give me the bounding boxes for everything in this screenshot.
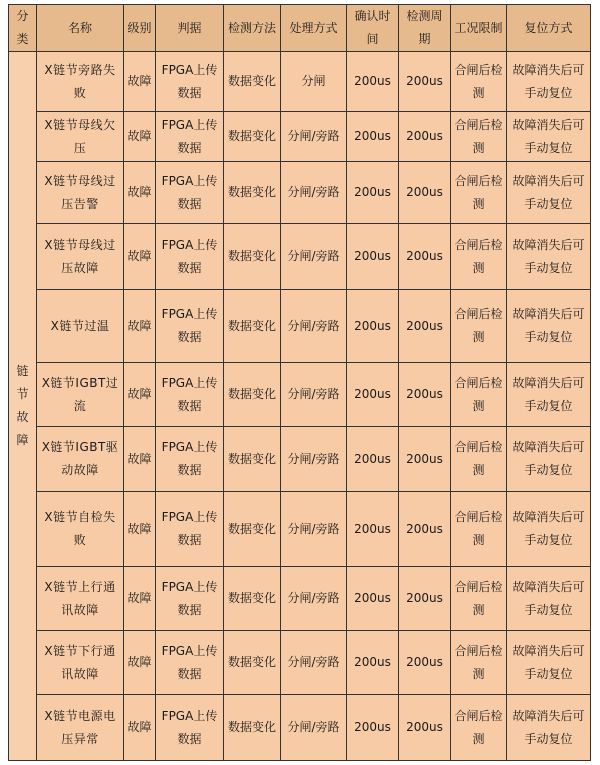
table-row xyxy=(9,567,591,631)
table-row xyxy=(9,52,591,112)
header-reset-method: 复位方式 xyxy=(507,5,591,52)
fault-limit: 合闸后检测 xyxy=(451,52,507,112)
fault-reset: 故障消失后可手动复位 xyxy=(507,427,591,492)
fault-name: X链节母线欠压 xyxy=(37,112,124,162)
fault-confirm: 200us xyxy=(347,492,399,567)
fault-period: 200us xyxy=(399,52,451,112)
table-row xyxy=(9,290,591,363)
fault-reset: 故障消失后可手动复位 xyxy=(507,363,591,427)
fault-limit: 合闸后检测 xyxy=(451,427,507,492)
header-detect-method: 检测方法 xyxy=(224,5,281,52)
fault-name: X链节IGBT驱动故障 xyxy=(37,427,124,492)
header-handling: 处理方式 xyxy=(281,5,347,52)
fault-criterion: FPGA上传数据 xyxy=(156,567,224,631)
fault-handling: 分闸/旁路 xyxy=(281,162,347,224)
category-cell: 链节故障 xyxy=(9,52,37,761)
fault-criterion: FPGA上传数据 xyxy=(156,492,224,567)
header-confirm-time: 确认时间 xyxy=(347,5,399,52)
table-row xyxy=(9,492,591,567)
fault-handling: 分闸/旁路 xyxy=(281,290,347,363)
fault-method: 数据变化 xyxy=(224,631,281,695)
fault-limit: 合闸后检测 xyxy=(451,224,507,290)
header-category: 分类 xyxy=(9,5,37,52)
table-row xyxy=(9,224,591,290)
fault-period: 200us xyxy=(399,224,451,290)
fault-reset: 故障消失后可手动复位 xyxy=(507,52,591,112)
fault-period: 200us xyxy=(399,363,451,427)
fault-handling: 分闸/旁路 xyxy=(281,492,347,567)
fault-handling: 分闸/旁路 xyxy=(281,427,347,492)
table-row xyxy=(9,112,591,162)
header-condition-limit: 工况限制 xyxy=(451,5,507,52)
fault-method: 数据变化 xyxy=(224,112,281,162)
fault-name: X链节上行通讯故障 xyxy=(37,567,124,631)
fault-handling: 分闸/旁路 xyxy=(281,695,347,761)
fault-name: X链节过温 xyxy=(37,290,124,363)
header-level: 级别 xyxy=(124,5,156,52)
fault-method: 数据变化 xyxy=(224,363,281,427)
fault-method: 数据变化 xyxy=(224,290,281,363)
fault-level: 故障 xyxy=(124,52,156,112)
fault-method: 数据变化 xyxy=(224,695,281,761)
fault-name: X链节下行通讯故障 xyxy=(37,631,124,695)
fault-confirm: 200us xyxy=(347,427,399,492)
header-name: 名称 xyxy=(37,5,124,52)
fault-criterion: FPGA上传数据 xyxy=(156,290,224,363)
fault-criterion: FPGA上传数据 xyxy=(156,52,224,112)
fault-period: 200us xyxy=(399,492,451,567)
fault-period: 200us xyxy=(399,631,451,695)
fault-period: 200us xyxy=(399,112,451,162)
fault-confirm: 200us xyxy=(347,162,399,224)
fault-limit: 合闸后检测 xyxy=(451,290,507,363)
fault-handling: 分闸/旁路 xyxy=(281,631,347,695)
fault-handling: 分闸/旁路 xyxy=(281,224,347,290)
fault-reset: 故障消失后可手动复位 xyxy=(507,631,591,695)
fault-reset: 故障消失后可手动复位 xyxy=(507,224,591,290)
fault-reset: 故障消失后可手动复位 xyxy=(507,567,591,631)
header-detect-period: 检测周期 xyxy=(399,5,451,52)
fault-level: 故障 xyxy=(124,631,156,695)
table-row xyxy=(9,631,591,695)
fault-criterion: FPGA上传数据 xyxy=(156,112,224,162)
fault-limit: 合闸后检测 xyxy=(451,695,507,761)
fault-confirm: 200us xyxy=(347,631,399,695)
fault-method: 数据变化 xyxy=(224,52,281,112)
fault-limit: 合闸后检测 xyxy=(451,492,507,567)
fault-level: 故障 xyxy=(124,112,156,162)
fault-period: 200us xyxy=(399,567,451,631)
fault-level: 故障 xyxy=(124,224,156,290)
header-row xyxy=(9,5,591,52)
fault-confirm: 200us xyxy=(347,224,399,290)
fault-name: X链节IGBT过流 xyxy=(37,363,124,427)
table-row xyxy=(9,363,591,427)
table-row xyxy=(9,162,591,224)
fault-confirm: 200us xyxy=(347,52,399,112)
fault-reset: 故障消失后可手动复位 xyxy=(507,695,591,761)
fault-name: X链节母线过压告警 xyxy=(37,162,124,224)
fault-confirm: 200us xyxy=(347,112,399,162)
fault-handling: 分闸/旁路 xyxy=(281,363,347,427)
table-row xyxy=(9,427,591,492)
fault-method: 数据变化 xyxy=(224,492,281,567)
fault-level: 故障 xyxy=(124,492,156,567)
fault-method: 数据变化 xyxy=(224,567,281,631)
fault-confirm: 200us xyxy=(347,695,399,761)
fault-table xyxy=(8,4,591,761)
fault-period: 200us xyxy=(399,427,451,492)
fault-reset: 故障消失后可手动复位 xyxy=(507,492,591,567)
fault-method: 数据变化 xyxy=(224,224,281,290)
fault-limit: 合闸后检测 xyxy=(451,631,507,695)
fault-name: X链节母线过压故障 xyxy=(37,224,124,290)
fault-name: X链节电源电压异常 xyxy=(37,695,124,761)
fault-handling: 分闸 xyxy=(281,52,347,112)
fault-period: 200us xyxy=(399,290,451,363)
fault-handling: 分闸/旁路 xyxy=(281,112,347,162)
fault-limit: 合闸后检测 xyxy=(451,112,507,162)
fault-handling: 分闸/旁路 xyxy=(281,567,347,631)
fault-criterion: FPGA上传数据 xyxy=(156,162,224,224)
fault-confirm: 200us xyxy=(347,567,399,631)
fault-level: 故障 xyxy=(124,567,156,631)
fault-confirm: 200us xyxy=(347,290,399,363)
fault-name: X链节旁路失败 xyxy=(37,52,124,112)
fault-name: X链节自检失败 xyxy=(37,492,124,567)
fault-criterion: FPGA上传数据 xyxy=(156,427,224,492)
fault-criterion: FPGA上传数据 xyxy=(156,695,224,761)
fault-period: 200us xyxy=(399,162,451,224)
fault-criterion: FPGA上传数据 xyxy=(156,363,224,427)
fault-method: 数据变化 xyxy=(224,427,281,492)
fault-limit: 合闸后检测 xyxy=(451,363,507,427)
table-row xyxy=(9,695,591,761)
fault-reset: 故障消失后可手动复位 xyxy=(507,290,591,363)
fault-level: 故障 xyxy=(124,363,156,427)
fault-period: 200us xyxy=(399,695,451,761)
fault-level: 故障 xyxy=(124,427,156,492)
fault-level: 故障 xyxy=(124,695,156,761)
fault-level: 故障 xyxy=(124,290,156,363)
fault-level: 故障 xyxy=(124,162,156,224)
fault-limit: 合闸后检测 xyxy=(451,162,507,224)
fault-limit: 合闸后检测 xyxy=(451,567,507,631)
fault-criterion: FPGA上传数据 xyxy=(156,631,224,695)
fault-reset: 故障消失后可手动复位 xyxy=(507,112,591,162)
fault-method: 数据变化 xyxy=(224,162,281,224)
fault-reset: 故障消失后可手动复位 xyxy=(507,162,591,224)
fault-confirm: 200us xyxy=(347,363,399,427)
header-criterion: 判据 xyxy=(156,5,224,52)
fault-criterion: FPGA上传数据 xyxy=(156,224,224,290)
